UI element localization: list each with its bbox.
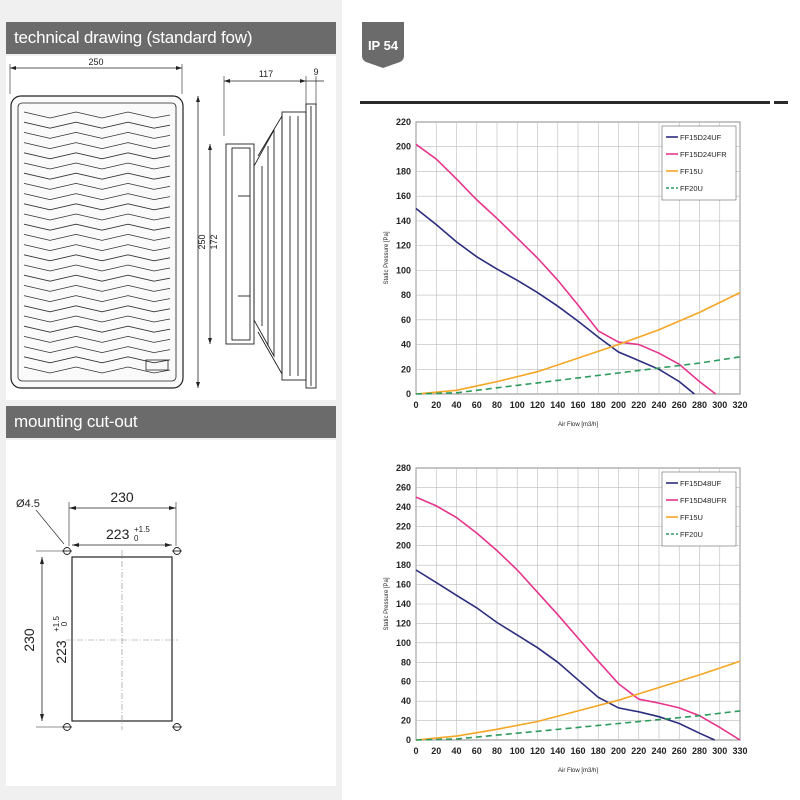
x-tick-label: 100	[509, 400, 525, 410]
dim-lip: 9	[313, 67, 319, 77]
x-tick-label: 160	[570, 400, 586, 410]
chart-24v	[370, 110, 750, 440]
cutout-inner-width: 223	[106, 526, 130, 542]
x-tick-label: 260	[671, 400, 687, 410]
x-tick-label: 80	[491, 746, 503, 756]
cutout-outer-height: 230	[21, 628, 37, 652]
x-tick-label: 200	[610, 400, 627, 410]
x-tick-label: 300	[712, 746, 728, 756]
x-tick-label: 140	[550, 400, 566, 410]
cutout-outer-width: 230	[110, 489, 134, 505]
divider-rule-end	[774, 101, 788, 104]
x-tick-label: 60	[471, 400, 482, 410]
y-tick-label: 80	[400, 290, 411, 301]
y-tick-label: 60	[400, 676, 411, 687]
x-tick-label: 180	[590, 400, 606, 410]
legend-label: FF15D24UF	[680, 133, 722, 142]
y-tick-label: 160	[395, 191, 411, 202]
x-tick-label: 220	[631, 400, 647, 410]
legend-label: FF20U	[680, 184, 703, 193]
hole-diameter: Ø4.5	[16, 498, 40, 510]
dim-depth: 117	[258, 69, 274, 79]
divider-rule	[360, 101, 770, 104]
x-tick-label: 180	[590, 746, 606, 756]
grille-frame	[11, 96, 183, 388]
cutout-tol-width-low: 0	[134, 534, 139, 543]
y-tick-label: 200	[395, 141, 411, 152]
technical-drawing-svg	[6, 56, 336, 400]
x-tick-label: 200	[610, 746, 627, 756]
y-tick-label: 160	[395, 579, 411, 590]
x-tick-label: 240	[651, 746, 667, 756]
legend-label: FF15U	[680, 167, 703, 176]
y-tick-label: 100	[395, 637, 411, 648]
x-tick-label: 20	[431, 746, 442, 756]
y-tick-label: 40	[400, 339, 411, 350]
x-tick-label: 240	[651, 400, 667, 410]
y-tick-label: 20	[400, 715, 411, 726]
y-tick-label: 280	[395, 463, 411, 473]
x-tick-label: 160	[570, 746, 586, 756]
x-tick-label: 40	[451, 746, 462, 756]
y-tick-label: 240	[395, 501, 411, 512]
side-profile	[226, 104, 316, 388]
legend-label: FF15D48UFR	[680, 496, 727, 505]
y-tick-label: 100	[395, 265, 411, 276]
legend-label: FF15D24UFR	[680, 150, 727, 159]
dim-width: 250	[88, 57, 104, 67]
x-tick-label: 120	[529, 746, 546, 756]
x-axis-label: Air Flow [m3/h]	[557, 422, 599, 428]
left-panel	[0, 0, 342, 800]
y-tick-label: 0	[405, 389, 411, 399]
ip-rating-text: IP 54	[367, 38, 399, 53]
legend-label: FF20U	[680, 530, 703, 539]
x-tick-label: 60	[471, 746, 482, 756]
x-tick-label: 140	[550, 746, 566, 756]
x-tick-label: 40	[451, 400, 462, 410]
x-tick-label: 120	[529, 400, 546, 410]
cutout-inner-height: 223	[53, 640, 69, 664]
cutout-tol-width: +1.5	[134, 525, 150, 534]
y-tick-label: 40	[400, 696, 411, 707]
technical-drawing	[6, 56, 336, 400]
y-tick-label: 260	[395, 482, 411, 493]
cutout-tol-height: +1.5	[52, 616, 61, 632]
y-tick-label: 200	[395, 540, 411, 551]
x-tick-label: 100	[509, 746, 525, 756]
x-tick-label: 280	[691, 746, 708, 756]
y-tick-label: 0	[405, 735, 411, 745]
mounting-cutout-svg	[6, 440, 336, 786]
cutout-tol-height-low: 0	[60, 621, 69, 627]
y-tick-label: 180	[395, 560, 411, 571]
y-tick-label: 60	[400, 314, 411, 325]
x-tick-label: 0	[413, 746, 419, 756]
legend-label: FF15U	[680, 513, 703, 522]
dim-inner: 172	[209, 234, 219, 250]
y-tick-label: 220	[395, 521, 411, 532]
x-tick-label: 80	[491, 400, 503, 410]
chart-48v-svg	[370, 456, 750, 786]
x-tick-label: 300	[712, 400, 728, 410]
x-tick-label: 280	[691, 400, 708, 410]
technical-drawing-header: technical drawing (standard fow)	[6, 22, 336, 54]
dim-height: 250	[197, 234, 207, 250]
x-tick-label: 20	[431, 400, 442, 410]
x-tick-label: 220	[631, 746, 647, 756]
y-tick-label: 180	[395, 166, 411, 177]
y-tick-label: 20	[400, 364, 411, 375]
x-tick-label: 0	[413, 400, 419, 410]
y-tick-label: 120	[395, 618, 411, 629]
y-axis-label: Static Pressure [Pa]	[384, 231, 390, 285]
y-tick-label: 120	[395, 240, 411, 251]
y-tick-label: 220	[395, 117, 411, 127]
y-tick-label: 80	[400, 657, 411, 668]
x-tick-label: 330	[732, 746, 748, 756]
ip-rating-badge	[360, 20, 406, 70]
legend-label: FF15D48UF	[680, 479, 722, 488]
y-axis-label: Static Pressure [Pa]	[384, 577, 390, 631]
x-axis-label: Air Flow [m3/h]	[557, 768, 599, 774]
x-tick-label: 320	[732, 400, 748, 410]
y-tick-label: 140	[395, 215, 411, 226]
chart-24v-svg	[370, 110, 750, 440]
x-tick-label: 260	[671, 746, 687, 756]
chart-48v	[370, 456, 750, 786]
mounting-cutout	[6, 440, 336, 786]
mounting-cutout-header: mounting cut-out	[6, 406, 336, 438]
y-tick-label: 140	[395, 599, 411, 609]
